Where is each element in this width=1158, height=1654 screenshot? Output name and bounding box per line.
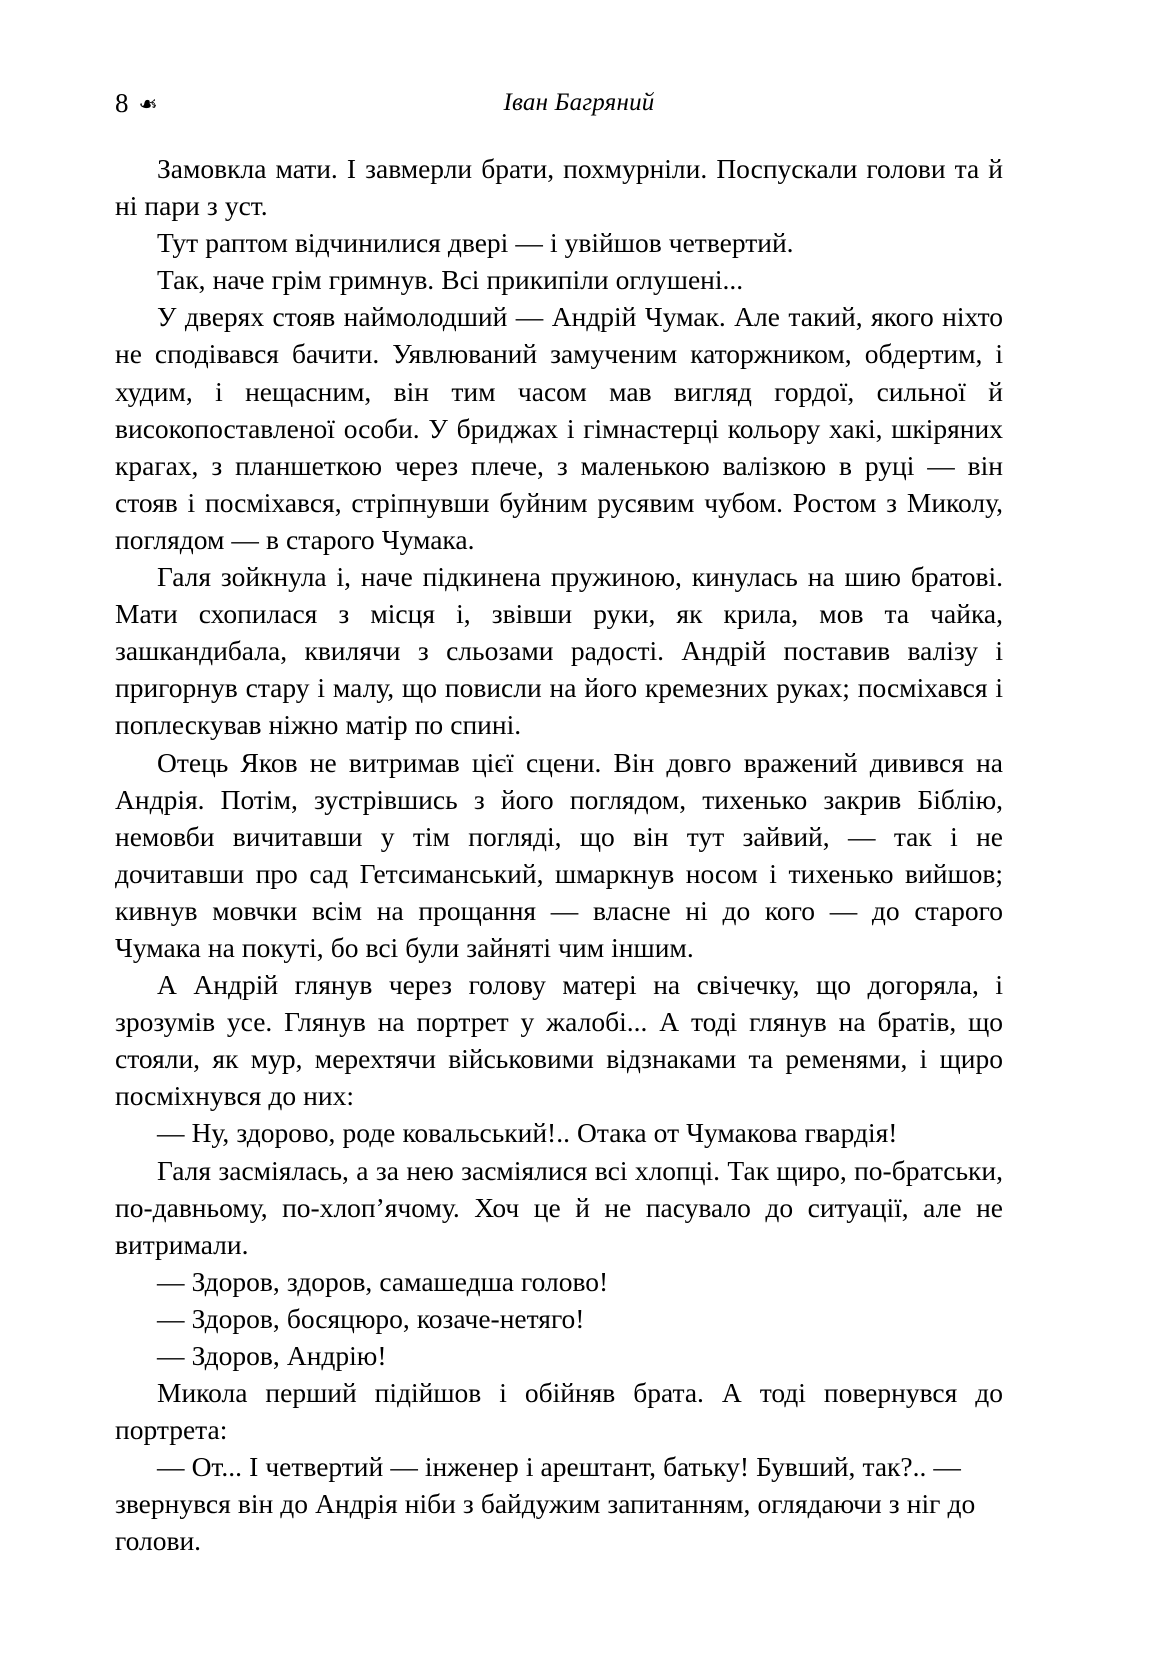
dialogue-line: — Здоров, Андрію! <box>157 1340 387 1371</box>
paragraph: Галя зойкнула і, наче підкинена пружиною, кинулась на шию братові. Мати схопилася з місця і, звівши руки, як крила, мов та чайка, зашкандибала, квилячи з сльозами радості. Андрій поставив валізу і пригорнув стару і малу, що повисли на його кремезних руках; посміхався і поплескував ніжно матір по спині. <box>115 561 1003 741</box>
paragraph: Отець Яков не витримав цієї сцени. Він довго вражений дивився на Андрія. Потім, зустрівшись з його поглядом, тихенько закрив Біблію, немовби вичитавши у тім погляді, що він тут зайвий, — так і не дочитавши про сад Гетсиманський, шмаркнув носом і тихенько вийшов; кивнув мовчки всім на прощання — власне ні до кого — до старого Чумака на покуті, бо всі були зайняті чим іншим. <box>115 746 1003 963</box>
paragraph: Тут раптом відчинилися двері — і увійшов четвертий. <box>157 227 794 259</box>
body-text <box>115 150 1003 1560</box>
dialogue-line: — Ну, здорово, роде ковальський!.. Отака от Чумакова гвардія! <box>157 1117 898 1149</box>
dialogue-line: — От... І четвертий — інженер і арештант, батьку! Бувший, так?.. — звернувся він до Андрія ніби з байдужим запитанням, оглядаючи з ніг до голови. <box>115 1451 976 1557</box>
paragraph: Замовкла мати. І завмерли брати, похмурніли. Поспускали голови та й ні пари з уст. <box>115 153 1003 222</box>
paragraph: У дверях стояв наймолодший — Андрій Чумак. Але такий, якого ніхто не сподівався бачити. Уявлюваний замученим каторжником, обдертим, і худим, і нещасним, він тим часом мав вигляд гордої, сильної й високопоставленої особи. У бриджах і гімнастерці кольору хакі, шкіряних крагах, з планшеткою через плече, з маленькою валізкою в руці — він стояв і посміхався, стріпнувши буйним русявим чубом. Ростом з Миколу, поглядом — в старого Чумака. <box>115 301 1003 555</box>
paragraph: А Андрій глянув через голову матері на свічечку, що догоряла, і зрозумів усе. Глянув на портрет у жалобі... А тоді глянув на братів, що стояли, як мур, мерехтячи військовими відзнаками та ременями, і щиро посміхнувся до них: <box>115 969 1003 1112</box>
dialogue-line: — Здоров, здоров, самашедша голово! <box>157 1265 609 1297</box>
paragraph: Микола перший підійшов і обійняв брата. А тоді повернувся до портрета: <box>115 1377 1003 1446</box>
dialogue-line: — Здоров, босяцюро, козаче-нетяго! <box>157 1302 585 1334</box>
fleuron-ornament: ❧ <box>138 92 158 117</box>
running-title-author: Іван Багряний <box>503 89 655 116</box>
page-number-value: 8 <box>115 88 129 118</box>
paragraph: Галя засміялась, а за нею засміялися всі хлопці. Так щиро, по-братськи, по-давньому, по-хлоп’ячому. Хоч це й не пасувало до ситуації, але не витримали. <box>115 1154 1003 1260</box>
paragraph: Так, наче грім гримнув. Всі прикипіли оглушені... <box>157 264 744 296</box>
running-head <box>115 88 1043 122</box>
